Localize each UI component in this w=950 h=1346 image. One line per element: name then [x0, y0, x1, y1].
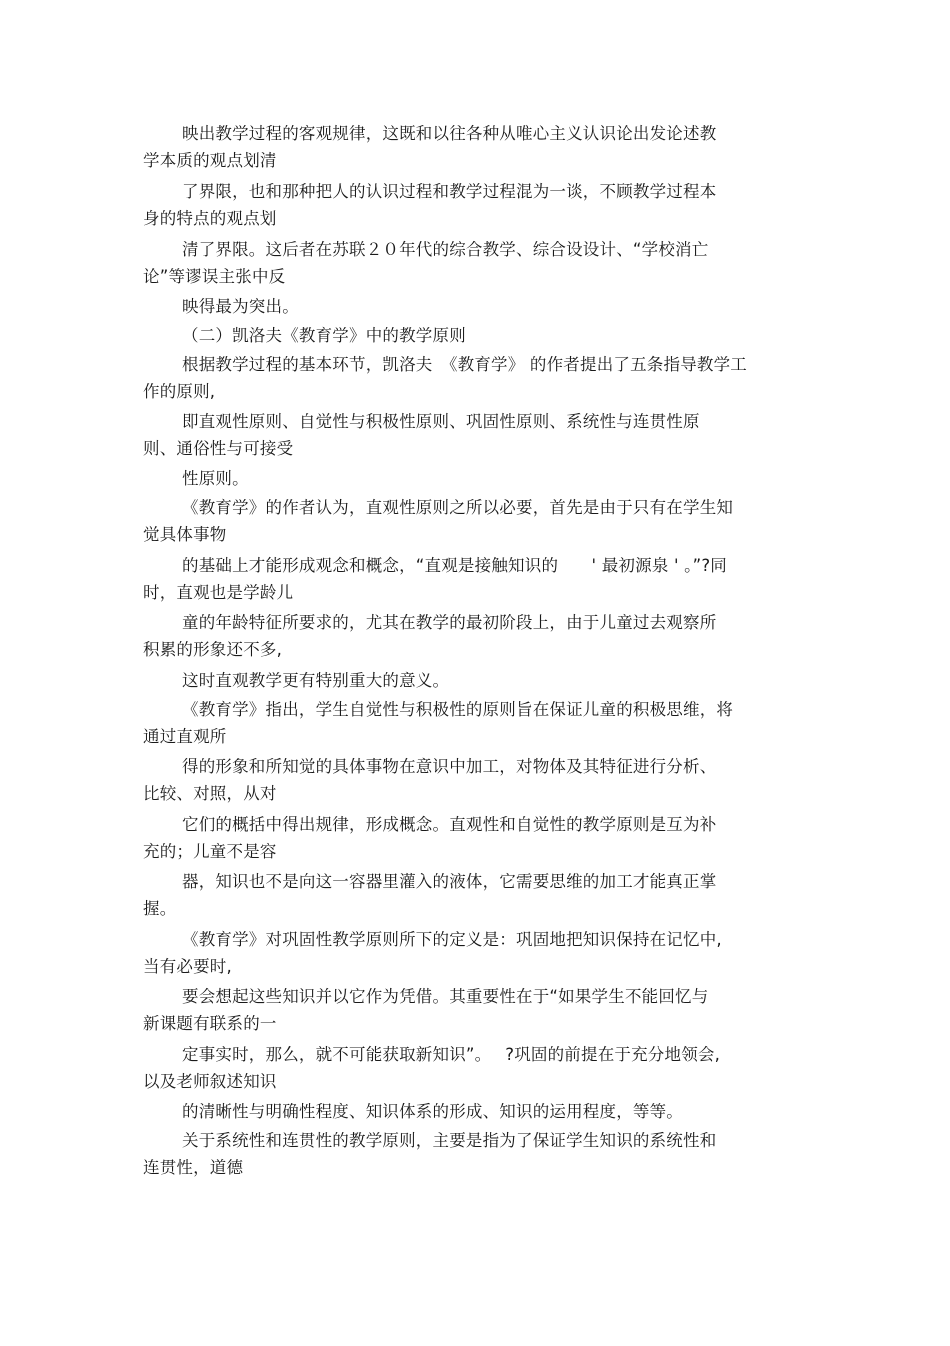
text-line: 根据教学过程的基本环节，凯洛夫 《教育学》 的作者提出了五条指导教学工	[182, 355, 747, 374]
text-line: 学本质的观点划清	[143, 151, 277, 170]
text-line: 比较、对照，从对	[143, 784, 277, 803]
text-line: 通过直观所	[143, 727, 227, 746]
text-line: 连贯性，道德	[143, 1158, 244, 1177]
text-line: 器，知识也不是向这一容器里灌入的液体，它需要思维的加工才能真正掌	[182, 872, 717, 891]
text-line: 清了界限。这后者在苏联２０年代的综合教学、综合设设计、“学校消亡	[182, 240, 709, 259]
section-heading: （二）凯洛夫《教育学》中的教学原则	[182, 326, 466, 345]
text-line: 《教育学》指出，学生自觉性与积极性的原则旨在保证儿童的积极思维，将	[182, 700, 734, 719]
text-line: 以及老师叙述知识	[143, 1072, 277, 1091]
text-line: 即直观性原则、自觉性与积极性原则、巩固性原则、系统性与连贯性原	[182, 412, 700, 431]
text-line: 身的特点的观点划	[143, 209, 277, 228]
text-line: 得的形象和所知觉的具体事物在意识中加工，对物体及其特征进行分析、	[182, 757, 717, 776]
text-line: 则、通俗性与可接受	[143, 439, 294, 458]
text-line: 新课题有联系的一	[143, 1014, 277, 1033]
text-line: 论”等谬误主张中反	[143, 267, 286, 286]
text-line: 要会想起这些知识并以它作为凭借。其重要性在于“如果学生不能回忆与	[182, 987, 709, 1006]
text-line: 时，直观也是学龄儿	[143, 583, 294, 602]
text-line: 映出教学过程的客观规律，这既和以往各种从唯心主义认识论出发论述教	[182, 124, 717, 143]
text-line: 映得最为突出。	[182, 297, 299, 316]
text-line: 《教育学》的作者认为，直观性原则之所以必要，首先是由于只有在学生知	[182, 498, 734, 517]
text-line: 当有必要时,	[143, 957, 232, 976]
text-line: 积累的形象还不多,	[143, 640, 283, 659]
text-line: 《教育学》对巩固性教学原则所下的定义是：巩固地把知识保持在记忆中,	[182, 930, 722, 949]
text-line: 觉具体事物	[143, 525, 227, 544]
text-line: 关于系统性和连贯性的教学原则，主要是指为了保证学生知识的系统性和	[182, 1131, 717, 1150]
text-line: 这时直观教学更有特别重大的意义。	[182, 671, 450, 690]
text-line: 作的原则,	[143, 382, 216, 401]
text-line: 的清晰性与明确性程度、知识体系的形成、知识的运用程度，等等。	[182, 1102, 683, 1121]
text-line: 的基础上才能形成观念和概念，“直观是接触知识的 ' 最初源泉 ' 。”?同	[182, 556, 728, 575]
text-line: 童的年龄特征所要求的，尤其在教学的最初阶段上，由于儿童过去观察所	[182, 613, 717, 632]
text-line: 性原则。	[182, 469, 249, 488]
text-line: 握。	[143, 899, 177, 918]
text-line: 了界限，也和那种把人的认识过程和教学过程混为一谈，不顾教学过程本	[182, 182, 717, 201]
text-line: 充的；儿童不是容	[143, 842, 277, 861]
text-line: 定事实时，那么，就不可能获取新知识”。 ?巩固的前提在于充分地领会,	[182, 1045, 721, 1064]
text-line: 它们的概括中得出规律，形成概念。直观性和自觉性的教学原则是互为补	[182, 815, 717, 834]
